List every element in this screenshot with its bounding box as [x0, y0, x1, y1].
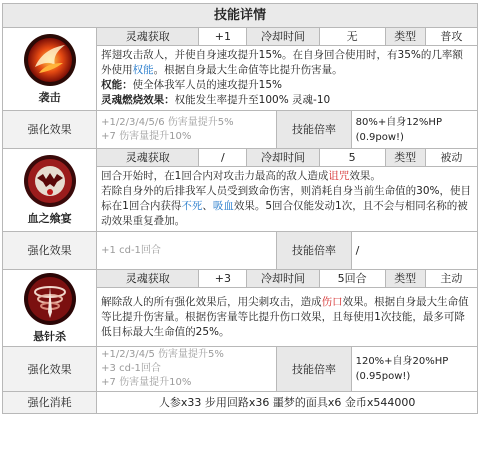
skill-1-link-quanneng[interactable]: 权能: [132, 64, 154, 76]
skill-3-type-value: 主动: [425, 270, 477, 288]
skill-2-ratio-value: /: [351, 232, 477, 270]
skill-1-desc-1: 挥翅攻击敌人，并使自身速攻提升15%。在自身回合使用时，有35%的几率额外使用: [101, 49, 463, 76]
skill-1-ratio-value: 80%+自身12%HP (0.9pow!): [351, 111, 477, 149]
skill-3-ratio-value: 120%+自身20%HP (0.95pow!): [351, 347, 477, 392]
skill-1-description: [97, 46, 478, 111]
skill-1-cell[interactable]: [3, 28, 97, 111]
skill-3-enhance-line: +7 伤害量提升10%: [101, 377, 192, 388]
skill-3-cooldown-label: 冷却时间: [247, 270, 319, 288]
skill-1-enhance-label: 强化效果: [3, 111, 97, 149]
skill-3-cooldown-value: 5回合: [319, 270, 385, 288]
skill-3-ratio-label: 技能倍率: [277, 347, 351, 392]
skill-1-enhance-list: [97, 111, 277, 149]
skill-2-ratio-label: 技能倍率: [277, 232, 351, 270]
skill-2-enhance-line: +1 cd-1回合: [101, 244, 161, 256]
skill-3-cell[interactable]: [3, 270, 97, 347]
skill-2-type-label: 类型: [385, 149, 425, 167]
skill-3-soul-gain-label: 灵魂获取: [97, 270, 199, 288]
skill-1-type-label: 类型: [385, 28, 425, 46]
skill-table: [2, 3, 478, 414]
skill-2-link-undying[interactable]: 不死: [181, 200, 203, 212]
skill-2-description: [97, 167, 478, 232]
skill-2-name: 血之飨宴: [27, 212, 72, 225]
skill-2-cell[interactable]: [3, 149, 97, 232]
skill-1-cooldown-label: 冷却时间: [247, 28, 319, 46]
skill-3-enhance-line: +1/2/3/4/5 伤害量提升5%: [101, 349, 224, 360]
skill-2-desc-2: 若除自身外的后排我军人员受到致命伤害，则消耗自身当前生命值的30%，使目标在1回合内获得: [101, 185, 472, 212]
enhance-cost-value: 人参x33 步用回路x36 噩梦的面具x6 金币x544000: [97, 392, 478, 414]
skill-3-enhance-label: 强化效果: [3, 347, 97, 392]
skill-2-type-value: 被动: [425, 149, 477, 167]
skill-2-enhance-list: [97, 232, 277, 270]
skill-1-desc-2-kw: 权能：: [101, 79, 133, 91]
skill-1-cooldown-value: 无: [319, 28, 385, 46]
skill-detail-panel: [2, 3, 478, 414]
skill-1-enhance-line: +1/2/3/4/5/6 伤害量提升5%: [101, 116, 234, 128]
skill-1-desc-3-kw: 灵魂燃烧效果：: [101, 94, 175, 106]
skill-1-soul-gain-label: 灵魂获取: [97, 28, 199, 46]
skill-1-ratio-label: 技能倍率: [277, 111, 351, 149]
skill-1-desc-3: 权能发生率提升至100% 灵魂-10: [174, 94, 331, 106]
enhance-cost-label: 强化消耗: [3, 392, 97, 414]
flame-wing-icon: [23, 33, 77, 87]
skill-3-name: 悬针杀: [33, 330, 67, 343]
skill-2-desc-2-tail: 效果。5回合仅能发动1次，且不会与相同名称的被动效果重复叠加。: [101, 200, 468, 227]
skill-3-type-label: 类型: [385, 270, 425, 288]
skill-3-desc-1: 解除敌人的所有强化效果后，用尖刺攻击，造成: [101, 295, 322, 308]
skill-2-link-curse[interactable]: 诅咒: [328, 170, 350, 182]
skill-2-enhance-label: 强化效果: [3, 232, 97, 270]
skill-2-soul-gain-value: /: [199, 149, 247, 167]
bat-blood-icon: [23, 154, 77, 208]
skill-2-cooldown-value: 5: [319, 149, 385, 167]
skill-2-desc-2-sep: 、: [202, 200, 213, 212]
skill-3-description: [97, 288, 478, 347]
skill-2-cooldown-label: 冷却时间: [247, 149, 319, 167]
skill-2-link-lifesteal[interactable]: 吸血: [212, 200, 234, 212]
skill-1-soul-gain-value: +1: [199, 28, 247, 46]
skill-2-soul-gain-label: 灵魂获取: [97, 149, 199, 167]
skill-1-name: 袭击: [38, 91, 61, 104]
skill-1-desc-2: 使全体我军人员的速攻提升15%: [132, 79, 283, 91]
spike-vortex-icon: [23, 272, 77, 326]
skill-3-soul-gain-value: +3: [199, 270, 247, 288]
skill-2-desc-1: 回合开始时，在1回合内对攻击力最高的敌人造成: [101, 170, 329, 182]
panel-title: 技能详情: [3, 4, 478, 28]
skill-1-enhance-line: +7 伤害量提升10%: [101, 130, 192, 142]
skill-3-desc-1-tail: 效果。根据自身最大生命值等比提升伤害量。根据伤害量等比提升伤口效果，且每使用1次技能，最多可降低目标最大生命值的25%。: [101, 295, 469, 338]
skill-2-desc-1-tail: 效果。: [349, 170, 381, 182]
skill-3-enhance-line: +3 cd-1回合: [101, 363, 161, 374]
skill-1-type-value: 普攻: [425, 28, 477, 46]
skill-3-link-wound[interactable]: 伤口: [321, 295, 343, 308]
skill-1-desc-1-tail: 。根据自身最大生命值等比提升伤害量。: [153, 64, 343, 76]
skill-3-enhance-list: [97, 347, 277, 392]
